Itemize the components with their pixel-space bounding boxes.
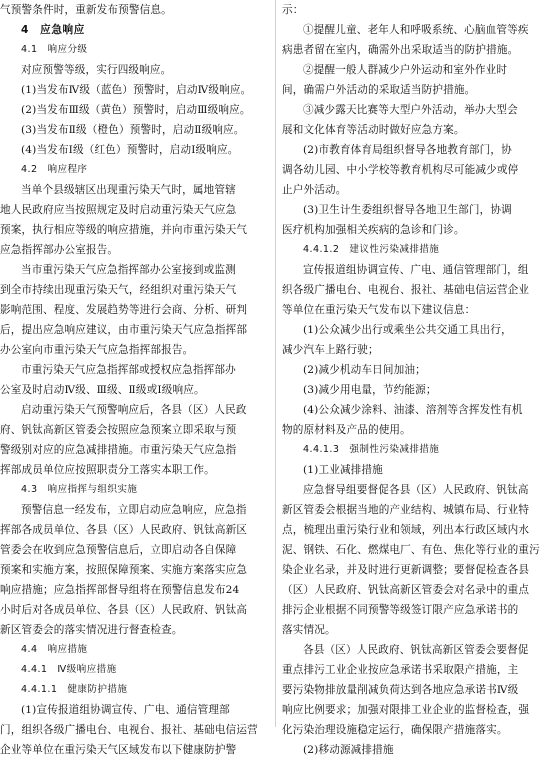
text-line: 织各级广播电台、电视台、报社、基础电信运营企业 — [282, 284, 530, 296]
paragraph-line: (1)公众减少出行或乘坐公共交通工具出行， — [303, 324, 512, 336]
paragraph-line: (2)市教育体育局组织督导各地教育部门，协 — [303, 144, 512, 156]
text-line: 预案，执行相应等级的响应措施，并向市重污染天气 — [0, 224, 248, 236]
paragraph-line: (2)当发布Ⅲ级（黄色）预警时，启动Ⅲ级响应。 — [21, 104, 251, 116]
paragraph-line: 应急督导组要督促各县（区）人民政府、钒钛高 — [303, 484, 529, 496]
text-line: 挥部成员单位应按照职责分工落实本职工作。 — [0, 464, 215, 476]
text-line: 到全市持续出现重污染天气，经组织对重污染天气 — [0, 284, 237, 296]
text-line: 要污染物排放量削减负荷达到各地应急承诺书Ⅳ级 — [282, 684, 519, 696]
text-line: 影响范围、程度、发展趋势等进行会商、分析、研判 — [0, 304, 248, 316]
text-line: 泥、钢铁、石化、燃煤电厂、有色、焦化等行业的重污 — [282, 544, 540, 556]
paragraph-line: ②提醒一般人群减少户外运动和室外作业时 — [303, 64, 508, 76]
text-line: 化污染治理设施稳定运行，确保限产措施落实。 — [282, 724, 508, 736]
subsubsection-heading: 4.4.1.2 建议性污染减排措施 — [303, 244, 440, 255]
paragraph-line: (1)当发布Ⅳ级（蓝色）预警时，启动Ⅳ级响应。 — [21, 84, 252, 96]
left-column — [0, 0, 268, 760]
text-line: 警级别对应的应急减排措施。市重污染天气应急指 — [0, 444, 237, 456]
paragraph-line: ③减少露天比赛等大型户外活动，举办大型会 — [303, 104, 518, 116]
text-line: 点，梳理出重污染行业和领域，列出本行政区域内水 — [282, 524, 530, 536]
text-line: 落实情况。 — [282, 624, 336, 636]
subsection-heading: 4.4 响应措施 — [21, 644, 88, 655]
text-line: 预案和实施方案，按照保障预案、实施方案落实应急 — [0, 564, 248, 576]
subsubsection-heading: 4.4.1.1 健康防护措施 — [21, 684, 128, 695]
text-line: 新区管委会根据当地的产业结构、城镇布局、行业特 — [282, 504, 530, 516]
paragraph-line: (4)当发布Ⅰ级（红色）预警时，启动Ⅰ级响应。 — [21, 144, 239, 156]
section-heading: 4 应急响应 — [21, 24, 85, 36]
text-line: 门，组织各级广播电台、电视台、报社、基础电信运营 — [0, 724, 258, 736]
paragraph-line: 对应预警等级，实行四级响应。 — [21, 64, 172, 76]
paragraph-line: ①提醒儿童、老年人和呼吸系统、心脑血管等疾 — [303, 24, 529, 36]
subsubsection-heading: 4.4.1 Ⅳ级响应措施 — [21, 664, 117, 675]
text-line: 府、钒钛高新区管委会按照应急预案立即采取与预 — [0, 424, 237, 436]
text-line: 物的原材料及产品的使用。 — [282, 424, 411, 436]
text-line: 新区管委会的落实情况进行督查检查。 — [0, 624, 183, 636]
subsection-heading: 4.2 响应程序 — [21, 164, 88, 175]
text-line: 排污企业根据不同预警等级签订限产应急承诺书的 — [282, 604, 519, 616]
text-line: 调各幼儿园、中小学校等教育机构尽可能减少或停 — [282, 164, 519, 176]
text-line: 公室及时启动Ⅳ级、Ⅲ级、Ⅱ级或Ⅰ级响应。 — [0, 384, 205, 396]
paragraph-line: (4)公众减少涂料、油漆、溶剂等含挥发性有机 — [303, 404, 523, 416]
text-line: 企业等单位在重污染天气区域发布以下健康防护警 — [0, 744, 237, 756]
paragraph-line: 当单个县级辖区出现重污染天气时，属地管辖 — [21, 184, 236, 196]
text-line: 减少汽车上路行驶； — [282, 344, 379, 356]
text-line: 间，确需户外活动的采取适当防护措施。 — [282, 84, 476, 96]
text-line: 等单位在重污染天气发布以下建议信息： — [282, 304, 476, 316]
text-line: 响应措施；应急指挥部督导组将在预警信息发布24 — [0, 584, 240, 596]
paragraph-line: 宣传报道组协调宣传、广电、通信管理部门，组 — [303, 264, 529, 276]
column-divider — [275, 0, 276, 727]
text-line: 管委会在收到应急预警信息后，立即启动各自保障 — [0, 544, 237, 556]
paragraph-line: 市重污染天气应急指挥部或授权应急指挥部办 — [21, 364, 236, 376]
subsection-heading: 4.3 响应指挥与组织实施 — [21, 484, 138, 495]
subsubsection-heading: 4.4.1.3 强制性污染减排措施 — [303, 444, 440, 455]
text-line: 示： — [282, 4, 304, 16]
text-line: 办公室向市重污染天气应急指挥部报告。 — [0, 344, 194, 356]
text-line: 医疗机构加强相关疾病的急诊和门诊。 — [282, 224, 465, 236]
text-line: 气预警条件时，重新发布预警信息。 — [0, 4, 172, 16]
paragraph-line: (3)减少用电量，节约能源； — [303, 384, 437, 396]
text-line: 地人民政府应当按照规定及时启动重污染天气应急 — [0, 204, 237, 216]
text-line: 染企业名录，并及时进行更新调整；要督促检查各县 — [282, 564, 530, 576]
paragraph-line: (1)宣传报道组协调宣传、广电、通信管理部 — [21, 704, 230, 716]
text-line: 响应比例要求；加强对限排工业企业的监督检查，强 — [282, 704, 530, 716]
paragraph-line: 各县（区）人民政府、钒钛高新区管委会要督促 — [303, 644, 529, 656]
text-line: 展和文化体育等活动时做好应急方案。 — [282, 124, 465, 136]
paragraph-line: 启动重污染天气预警响应后，各县（区）人民政 — [21, 404, 247, 416]
subsection-heading: 4.1 响应分级 — [21, 44, 88, 55]
right-column — [282, 0, 544, 760]
text-line: （区）人民政府、钒钛高新区管委会对名录中的重点 — [282, 584, 530, 596]
text-line: 挥部各成员单位、各县（区）人民政府、钒钛高新区 — [0, 524, 248, 536]
paragraph-line: 预警信息一经发布，立即启动应急响应，应急指 — [21, 504, 247, 516]
paragraph-line: 当市重污染天气应急指挥部办公室接到或监测 — [21, 264, 236, 276]
paragraph-line: (3)卫生计生委组织督导各地卫生部门，协调 — [303, 204, 512, 216]
text-line: 病患者留在室内，确需外出采取适当的防护措施。 — [282, 44, 519, 56]
text-line: 应急指挥部办公室报告。 — [0, 244, 119, 256]
paragraph-line: (1)工业减排措施 — [303, 464, 383, 476]
text-line: 止户外活动。 — [282, 184, 347, 196]
paragraph-line: (2)减少机动车日间加油； — [303, 364, 426, 376]
paragraph-line: (2)移动源减排措施 — [303, 744, 394, 756]
text-line: 后，提出应急响应建议，由市重污染天气应急指挥部 — [0, 324, 248, 336]
text-line: 重点排污工业企业按应急承诺书采取限产措施，主 — [282, 664, 519, 676]
text-line: 小时后对各成员单位、各县（区）人民政府、钒钛高 — [0, 604, 248, 616]
paragraph-line: (3)当发布Ⅱ级（橙色）预警时，启动Ⅱ级响应。 — [21, 124, 245, 136]
